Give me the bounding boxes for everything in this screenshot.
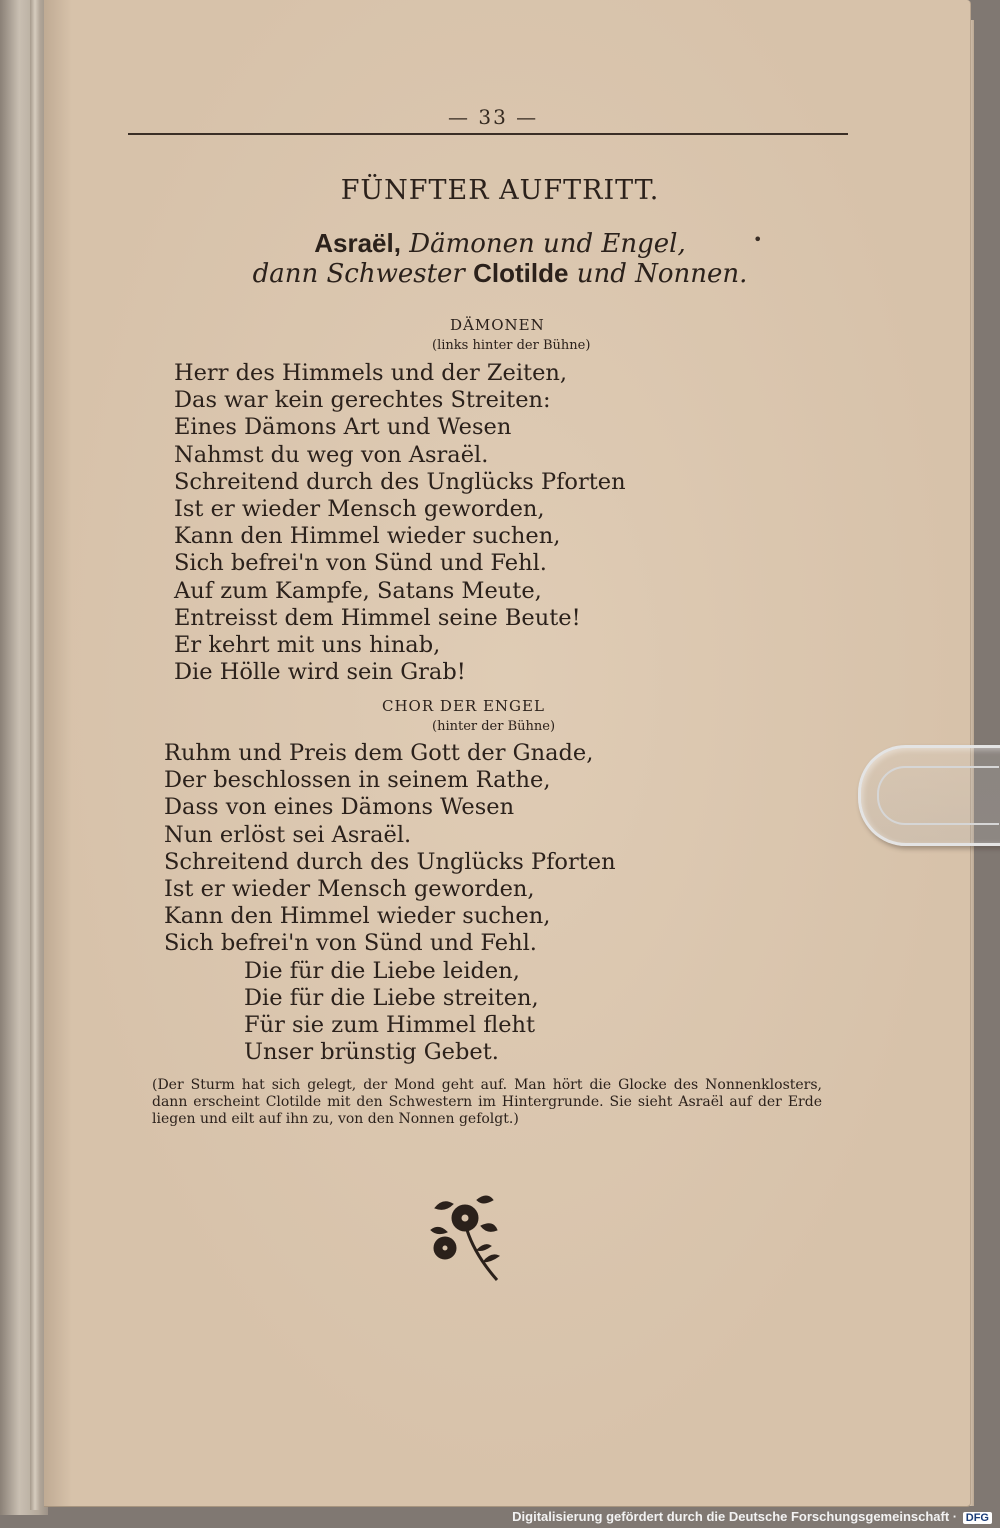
verse-line: Auf zum Kampfe, Satans Meute, <box>174 577 542 604</box>
verse-line: Kann den Himmel wieder suchen, <box>174 523 561 550</box>
verse-line: Herr des Himmels und der Zeiten, <box>174 360 568 386</box>
verse-line: Nun erlöst sei Asraël. <box>164 821 412 848</box>
cast-line-2-post: und Nonnen. <box>568 259 748 289</box>
verse-line: Sich befrei'n von Sünd und Fehl. <box>174 550 547 577</box>
verse-line: Dass von eines Dämons Wesen <box>164 794 515 821</box>
verse-line: Schreitend durch des Unglücks Pforten <box>174 468 626 495</box>
verse-line: Die Hölle wird sein Grab! <box>174 659 466 686</box>
verse-line: Schreitend durch des Unglücks Pforten <box>164 848 616 875</box>
header-rule <box>128 133 848 135</box>
verse-line: Entreisst dem Himmel seine Beute! <box>174 604 581 631</box>
verse-daemonen <box>174 360 626 686</box>
scene-title: FÜNFTER AUFTRITT. <box>340 175 660 206</box>
stage-direction-engel: (hinter der Bühne) <box>432 719 556 734</box>
verse-line: Ist er wieder Mensch geworden, <box>174 496 545 523</box>
verse-line-indented: Die für die Liebe leiden, <box>244 957 520 984</box>
verse-line: Ruhm und Preis dem Gott der Gnade, <box>164 740 594 766</box>
verse-line: Eines Dämons Art und Wesen <box>174 414 512 441</box>
paper-clip-inner <box>877 766 999 825</box>
verse-line-indented: Unser brünstig Gebet. <box>244 1039 499 1066</box>
verse-engel <box>164 740 616 1066</box>
stage-direction-daemonen: (links hinter der Bühne) <box>432 338 591 353</box>
verse-line: Sich befrei'n von Sünd und Fehl. <box>164 930 537 957</box>
role-daemonen: DÄMONEN <box>450 316 545 334</box>
role-chor-der-engel: CHOR DER ENGEL <box>382 697 545 715</box>
cast-line-1 <box>0 228 1000 259</box>
floral-ornament-icon <box>425 1190 505 1285</box>
paper-clip <box>858 745 1000 846</box>
cast-line-2-pre: dann Schwester <box>252 259 474 289</box>
verse-line: Er kehrt mit uns hinab, <box>174 632 441 659</box>
verse-line: Nahmst du weg von Asraël. <box>174 441 489 468</box>
footer-text: Digitalisierung gefördert durch die Deutsche Forschungsgemeinschaft · <box>512 1509 958 1524</box>
verse-line-indented: Die für die Liebe streiten, <box>244 984 539 1011</box>
cast-line-2 <box>0 258 1000 289</box>
ink-speck: • <box>753 230 763 249</box>
verse-line-indented: Für sie zum Himmel fleht <box>244 1012 536 1039</box>
verse-line: Kann den Himmel wieder suchen, <box>164 903 551 930</box>
verse-line: Ist er wieder Mensch geworden, <box>164 876 535 903</box>
stage-direction-final: (Der Sturm hat sich gelegt, der Mond geht auf. Man hört die Glocke des Nonnenklosters, dann erscheint Clotilde mit den Schwestern im Hintergrunde. Sie sieht Asraël auf der Erde liegen und eilt auf ihn zu, von den Nonnen gefolgt.) <box>152 1077 822 1127</box>
cast-line-1-rest: Dämonen und Engel, <box>400 229 686 259</box>
character-clotilde: Clotilde <box>473 258 569 288</box>
character-asrael: Asraël, <box>314 228 401 258</box>
page-number: — 33 — <box>448 105 539 129</box>
dfg-logo: DFG <box>963 1512 992 1524</box>
verse-line: Das war kein gerechtes Streiten: <box>174 387 551 414</box>
digitization-footer <box>512 1509 992 1524</box>
verse-line: Der beschlossen in seinem Rathe, <box>164 767 551 794</box>
spine-edge <box>30 0 40 1510</box>
